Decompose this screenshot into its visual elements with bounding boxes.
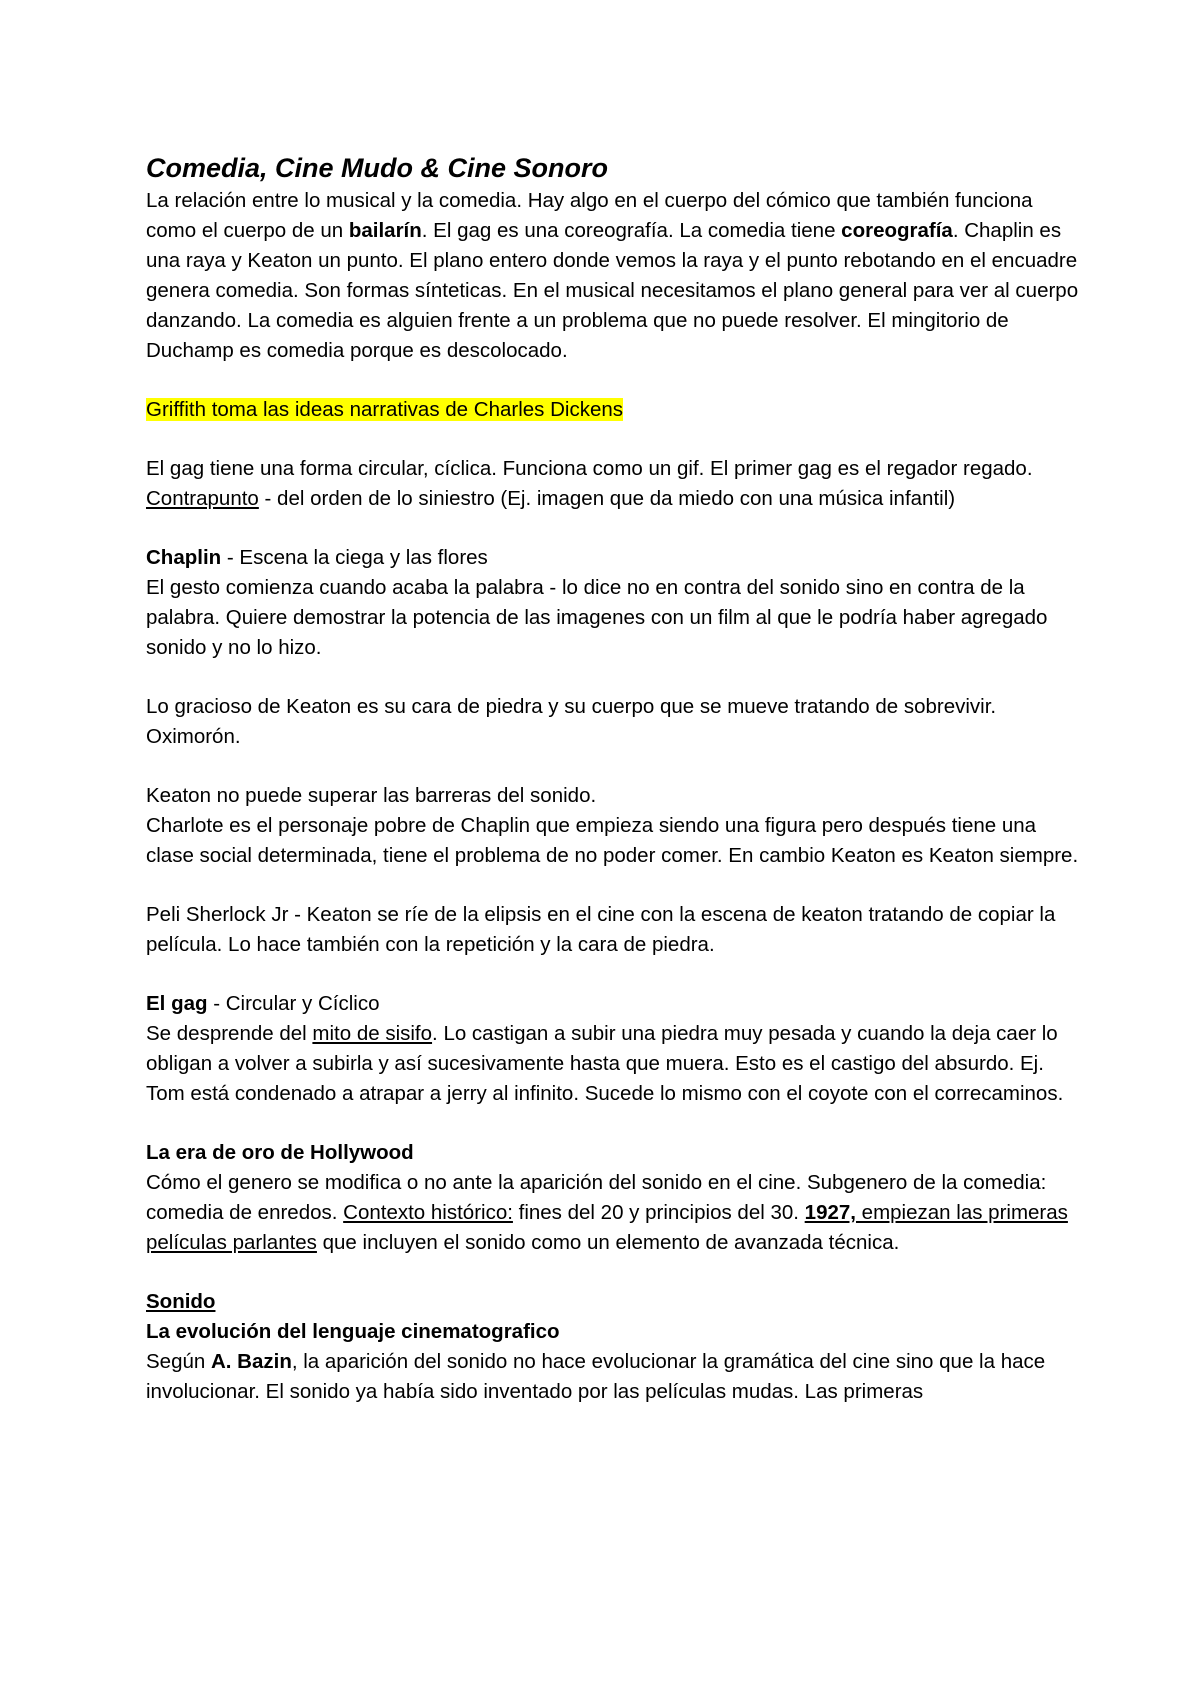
bold-coreografia: coreografía [841,219,953,242]
text-run: . Chaplin es una raya y Keaton un punto. El plano entero donde vemos la raya y el punto rebotando en el encuadre genera comedia. Son formas sínteticas. En el musical necesitamos el plano general para ver al cuerpo danzando. La comedia es alguien frente a un problema que no puede resolver. El mingitorio de Duchamp es comedia porque es descolocado. [146,219,1079,362]
text-run: fines del 20 y principios del 30. [512,1201,805,1224]
document-body [146,150,1086,1407]
paragraph-sisifo [146,1019,1086,1109]
text-run: . Lo castigan a subir una piedra muy pesada y cuando la deja caer lo obligan a volver a subirla y así sucesivamente hasta que muera. Esto es el castigo del absurdo. Ej. Tom está condenado a atrapar a jerry al infinito. Sucede lo mismo con el coyote con el correcaminos. [146,1022,1064,1105]
paragraph-comedia-musical [146,186,1086,366]
text-run: La relación entre lo musical y la comedia. Hay algo en el cuerpo del cómico que también funciona como el cuerpo de un [146,189,1033,242]
paragraph-charlote: Charlote es el personaje pobre de Chaplin que empieza siendo una figura pero después tiene una clase social determinada, tiene el problema de no poder comer. En cambio Keaton es Keaton siempre. [146,814,1079,867]
heading-chaplin [146,543,1086,573]
paragraph-genero-sonido [146,1168,1086,1258]
underline-peliculas-parlantes: empiezan las primeras películas parlantes [146,1201,1068,1254]
bold-chaplin: Chaplin [146,546,222,569]
paragraph-contrapunto [146,484,1086,514]
underline-contexto: Contexto histórico: [343,1201,513,1224]
text-run: , la aparición del sonido no hace evolucionar la gramática del cine sino que la hace involucionar. El sonido ya había sido inventado por las películas mudas. Las primeras [146,1350,1046,1403]
underline-contrapunto: Contrapunto [146,487,259,510]
paragraph-sherlock: Peli Sherlock Jr - Keaton se ríe de la elipsis en el cine con la escena de keaton tratando de copiar la película. Lo hace también con la repetición y la cara de piedra. [146,903,1056,956]
heading-el-gag [146,989,1086,1019]
text-run: que incluyen el sonido como un elemento de avanzada técnica. [316,1231,900,1254]
bold-underline-1927: 1927, [804,1201,856,1224]
text-run: - del orden de lo siniestro (Ej. imagen que da miedo con una música infantil) [258,487,956,510]
text-run: - Escena la ciega y las flores [221,546,488,569]
text-run: Se desprende del [146,1022,313,1045]
bold-underline-sonido: Sonido [146,1290,216,1313]
highlight-griffith: Griffith toma las ideas narrativas de Charles Dickens [146,398,624,421]
document-title: Comedia, Cine Mudo & Cine Sonoro [146,153,609,183]
text-run: - Circular y Cíclico [207,992,380,1015]
bold-el-gag: El gag [146,992,208,1015]
paragraph-keaton-gracioso: Lo gracioso de Keaton es su cara de piedra y su cuerpo que se mueve tratando de sobrevivir. Oximorón. [146,695,997,748]
bold-bailarin: bailarín [348,219,422,242]
heading-hollywood [146,1138,1086,1168]
bold-hollywood: La era de oro de Hollywood [146,1141,414,1164]
text-run: . El gag es una coreografía. La comedia tiene [421,219,842,242]
text-run: Cómo el genero se modifica o no ante la aparición del sonido en el cine. Subgenero de la comedia: comedia de enredos. [146,1171,1047,1224]
heading-evolucion [146,1317,1086,1347]
bold-bazin: A. Bazin [210,1350,292,1373]
paragraph-bazin [146,1347,1086,1407]
heading-sonido [146,1287,1086,1317]
paragraph-keaton-sonido: Keaton no puede superar las barreras del sonido. [146,784,597,807]
paragraph-gag-circular: El gag tiene una forma circular, cíclica. Funciona como un gif. El primer gag es el regador regado. [146,457,1033,480]
text-run: Según [146,1350,211,1373]
bold-evolucion: La evolución del lenguaje cinematografico [146,1320,560,1343]
paragraph-gesto: El gesto comienza cuando acaba la palabra - lo dice no en contra del sonido sino en contra de la palabra. Quiere demostrar la potencia de las imagenes con un film al que le podría haber agregado sonido y no lo hizo. [146,576,1048,659]
underline-mito-sisifo: mito de sisifo [312,1022,433,1045]
highlighted-note [146,395,1086,425]
